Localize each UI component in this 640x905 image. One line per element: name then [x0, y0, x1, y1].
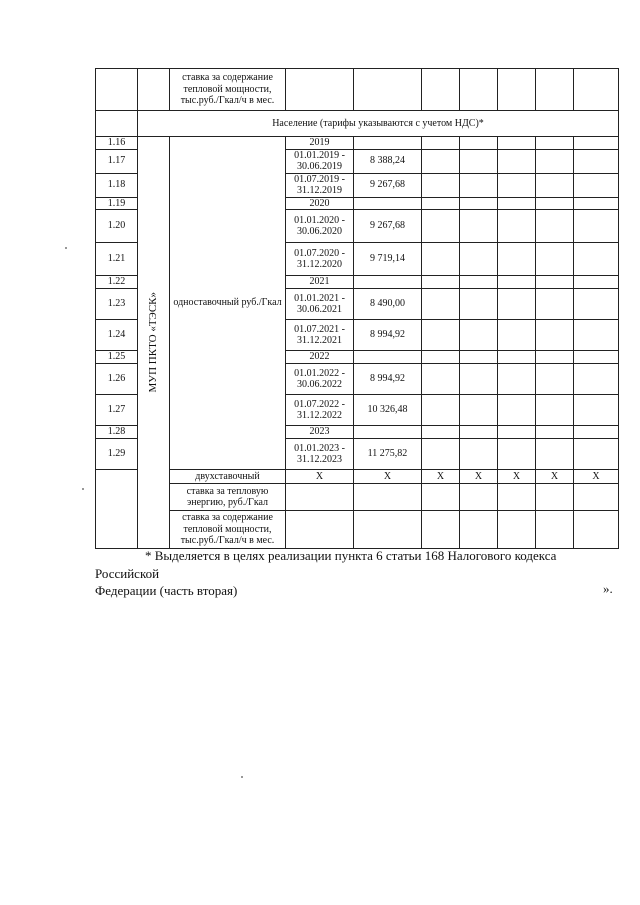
period-cell: 2020 [286, 197, 354, 210]
heat-energy-rate-label: ставка за тепловую энергию, руб./Гкал [170, 484, 286, 511]
row-number: 1.24 [96, 320, 138, 351]
period-cell: 01.07.2021 - 31.12.2021 [286, 320, 354, 351]
x-mark: Х [354, 470, 422, 484]
table-cell [96, 470, 138, 549]
capacity-rate-label-top: ставка за содержание тепловой мощности, тыс.руб./Гкал/ч в мес. [170, 69, 286, 111]
row-number: 1.21 [96, 243, 138, 276]
table-cell [286, 69, 354, 111]
footnote [95, 547, 618, 600]
row-number: 1.20 [96, 210, 138, 243]
two-rate-row [96, 470, 619, 484]
capacity-row [96, 511, 619, 549]
organization-name: МУП ПКТО «ТЭСК» [147, 292, 160, 393]
period-cell: 2021 [286, 276, 354, 289]
table-cell [96, 69, 138, 111]
value-cell [354, 197, 422, 210]
table-cell [574, 69, 619, 111]
row-number: 1.18 [96, 173, 138, 197]
x-mark: Х [574, 470, 619, 484]
row-number: 1.26 [96, 364, 138, 395]
value-cell [354, 351, 422, 364]
value-cell: 8 994,92 [354, 364, 422, 395]
value-cell: 8 388,24 [354, 149, 422, 173]
period-cell: 01.07.2022 - 31.12.2022 [286, 395, 354, 426]
period-cell: 01.07.2020 - 31.12.2020 [286, 243, 354, 276]
period-cell: 01.01.2023 - 31.12.2023 [286, 439, 354, 470]
period-cell: 01.01.2022 - 30.06.2022 [286, 364, 354, 395]
period-cell: 01.01.2019 - 30.06.2019 [286, 149, 354, 173]
row-number: 1.28 [96, 426, 138, 439]
table-cell [354, 69, 422, 111]
value-cell: 10 326,48 [354, 395, 422, 426]
row-number: 1.19 [96, 197, 138, 210]
value-cell: 8 994,92 [354, 320, 422, 351]
x-mark: Х [422, 470, 460, 484]
table-cell [422, 69, 460, 111]
value-cell: 9 267,68 [354, 210, 422, 243]
row-number: 1.23 [96, 289, 138, 320]
section-title: Население (тарифы указываются с учетом НДС)* [138, 111, 619, 137]
value-cell: 8 490,00 [354, 289, 422, 320]
x-mark: Х [498, 470, 536, 484]
period-cell: 2019 [286, 137, 354, 150]
period-cell: 01.01.2021 - 30.06.2021 [286, 289, 354, 320]
x-mark: Х [536, 470, 574, 484]
value-cell: 11 275,82 [354, 439, 422, 470]
value-cell [354, 426, 422, 439]
period-cell: 01.01.2020 - 30.06.2020 [286, 210, 354, 243]
table-cell [96, 111, 138, 137]
row-number: 1.16 [96, 137, 138, 150]
period-cell: 01.07.2019 - 31.12.2019 [286, 173, 354, 197]
tariff-table [95, 68, 619, 549]
one-rate-tariff-label: одноставочный руб./Гкал [170, 137, 286, 470]
two-rate-tariff-label: двухставочный [170, 470, 286, 484]
closing-quote: ». [603, 581, 613, 596]
row-number: 1.29 [96, 439, 138, 470]
capacity-rate-label: ставка за содержание тепловой мощности, тыс.руб./Гкал/ч в мес. [170, 511, 286, 549]
value-cell [354, 137, 422, 150]
footnote-line-2: Федерации (часть вторая) [95, 583, 238, 599]
x-mark: Х [286, 470, 354, 484]
section-row [96, 111, 619, 137]
table-row [96, 69, 619, 111]
table-cell [460, 69, 498, 111]
value-cell: 9 719,14 [354, 243, 422, 276]
period-cell: 2023 [286, 426, 354, 439]
table-row [96, 137, 619, 150]
scan-speck [82, 488, 84, 490]
row-number: 1.17 [96, 149, 138, 173]
row-number: 1.25 [96, 351, 138, 364]
row-number: 1.27 [96, 395, 138, 426]
value-cell: 9 267,68 [354, 173, 422, 197]
table-cell [498, 69, 536, 111]
heat-energy-row [96, 484, 619, 511]
table-cell [536, 69, 574, 111]
organization-cell [138, 137, 170, 549]
row-number: 1.22 [96, 276, 138, 289]
footnote-line-1: * Выделяется в целях реализации пункта 6 статьи 168 Налогового кодекса Российской [95, 548, 557, 581]
period-cell: 2022 [286, 351, 354, 364]
x-mark: Х [460, 470, 498, 484]
value-cell [354, 276, 422, 289]
table-cell [138, 69, 170, 111]
scan-speck [241, 776, 243, 778]
scan-speck [65, 247, 67, 249]
